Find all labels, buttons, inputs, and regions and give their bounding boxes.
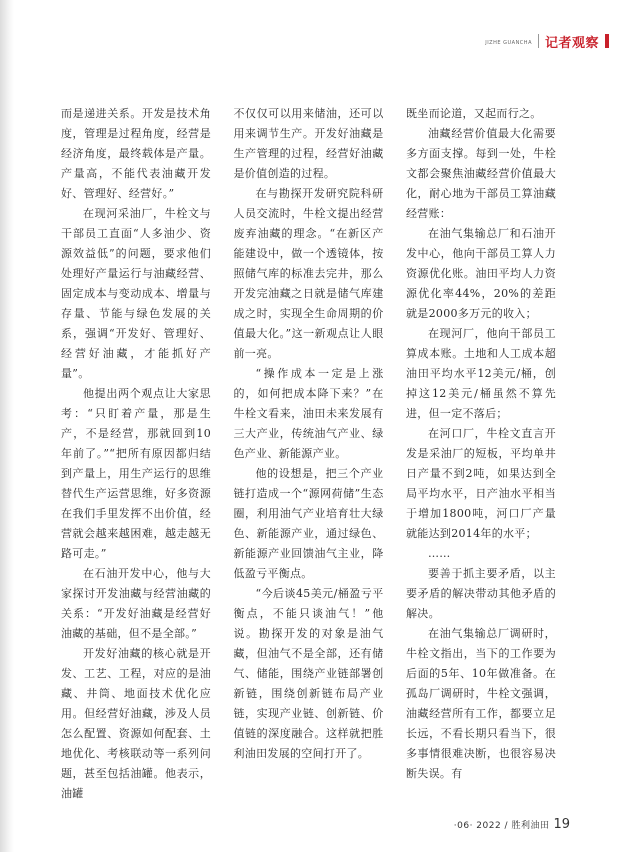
text-column-1 [61,104,211,800]
page-footer [454,817,570,832]
paragraph: 开发好油藏的核心就是开发、工艺、工程，对应的是油藏、井筒、地面技术优化应用。但经营好油藏，涉及人员怎么配置、资源如何配套、土地优化、考核联动等一系列问题，甚至包括油罐。他表示，油罐 [61,647,211,800]
text-column-3 [406,104,556,780]
section-title: 记者观察 [544,35,599,51]
paragraph: 而是递进关系。开发是技术角度，管理是过程角度，经营是经济角度，最终载体是产量。产量高，不能代表油藏开发好、管理好、经营好。” [61,107,211,200]
paragraph: “操作成本一定是上涨的，如何把成本降下来？”在牛栓文看来，油田未来发展有三大产业，传统油气产业、绿色产业、新能源产业。 [233,367,384,460]
section-header [485,30,609,52]
issue-info: ·06· 2022 / 胜利油田 [453,821,550,831]
paragraph: “今后谈45美元/桶盈亏平衡点，不能只谈油气！”他说。勘探开发的对象是油气藏，但油气不是全部，还有储气、储能，围绕产业链部署创新链，围绕创新链布局产业链，实现产业链、创新链、价值链的深度融合。这样就把胜利油田发展的空间打开了。 [233,587,384,760]
paragraph: 在油气集输总厂和石油开发中心，他向干部员工算人力资源优化账。油田平均人力资源优化率44%，20%的差距就是2000多万元的收入； [406,227,556,320]
text-column-2 [234,104,384,774]
paragraph: 在河口厂，牛栓文直言开发是采油厂的短板，平均单井日产量不到2吨，如果达到全局平均水平，日产油水平相当于增加1800吨，河口厂产量就能达到2014年的水平； [406,427,556,540]
header-divider [538,34,539,48]
section-pinyin: JIZHE GUANCHA [485,40,532,46]
page-gutter-shadow [0,0,14,852]
paragraph: 在油气集输总厂调研时，牛栓文指出，当下的工作要为后面的5年、10年做准备。在孤岛厂调研时，牛栓文强调，油藏经营所有工作，都要立足长远，不看长期只看当下，很多事情很难决断，也很容易决断失误。有 [406,627,556,780]
article-body [61,104,556,800]
header-accent-bar [605,34,609,48]
paragraph: 在现河采油厂，牛栓文与干部员工直面“人多油少、资源效益低”的问题，要求他们处理好产量运行与油藏经营、固定成本与变动成本、增量与存量、节能与绿色发展的关系，强调“开发好、管理好、经营好油藏，才能抓好产量”。 [61,207,211,380]
paragraph: 在石油开发中心，他与大家探讨开发油藏与经营油藏的关系：“开发好油藏是经营好油藏的基础，但不是全部。” [61,567,211,640]
paragraph: …… [428,547,451,560]
paragraph: 在与勘探开发研究院科研人员交流时，牛栓文提出经营废弃油藏的理念。“在新区产能建设中，做一个透镜体，按照储气库的标准去完井，那么开发完油藏之日就是储气库建成之时，实现全生命周期的价值最大化。”这一新观点让人眼前一亮。 [233,187,384,360]
paragraph: 不仅仅可以用来储油，还可以用来调节生产。开发好油藏是生产管理的过程，经营好油藏是价值创造的过程。 [233,107,384,180]
paragraph: 既坐而论道，又起而行之。 [406,107,542,120]
paragraph: 在现河厂，他向干部员工算成本账。土地和人工成本超油田平均水平12美元/桶，创掉这12美元/桶虽然不算先进，但一定不落后； [406,327,556,420]
paragraph: 要善于抓主要矛盾，以主要矛盾的解决带动其他矛盾的解决。 [406,567,556,620]
paragraph: 他的设想是，把三个产业链打造成一个“源网荷储”生态圈，利用油气产业培育壮大绿色、新能源产业，通过绿色、新能源产业回馈油气主业，降低盈亏平衡点。 [233,467,384,580]
page-number: 19 [553,817,570,832]
paragraph: 他提出两个观点让大家思考：“只盯着产量，那是生产，不是经营，那就回到10年前了。”“把所有原因都归结到产量上，用生产运行的思维替代生产运营思维，好多资源在我们手里发挥不出价值，经营就会越来越困难，越走越无路可走。” [61,387,211,560]
paragraph: 油藏经营价值最大化需要多方面支撑。每到一处，牛栓文都会聚焦油藏经营价值最大化，耐心地为干部员工算油藏经营账： [406,127,556,220]
